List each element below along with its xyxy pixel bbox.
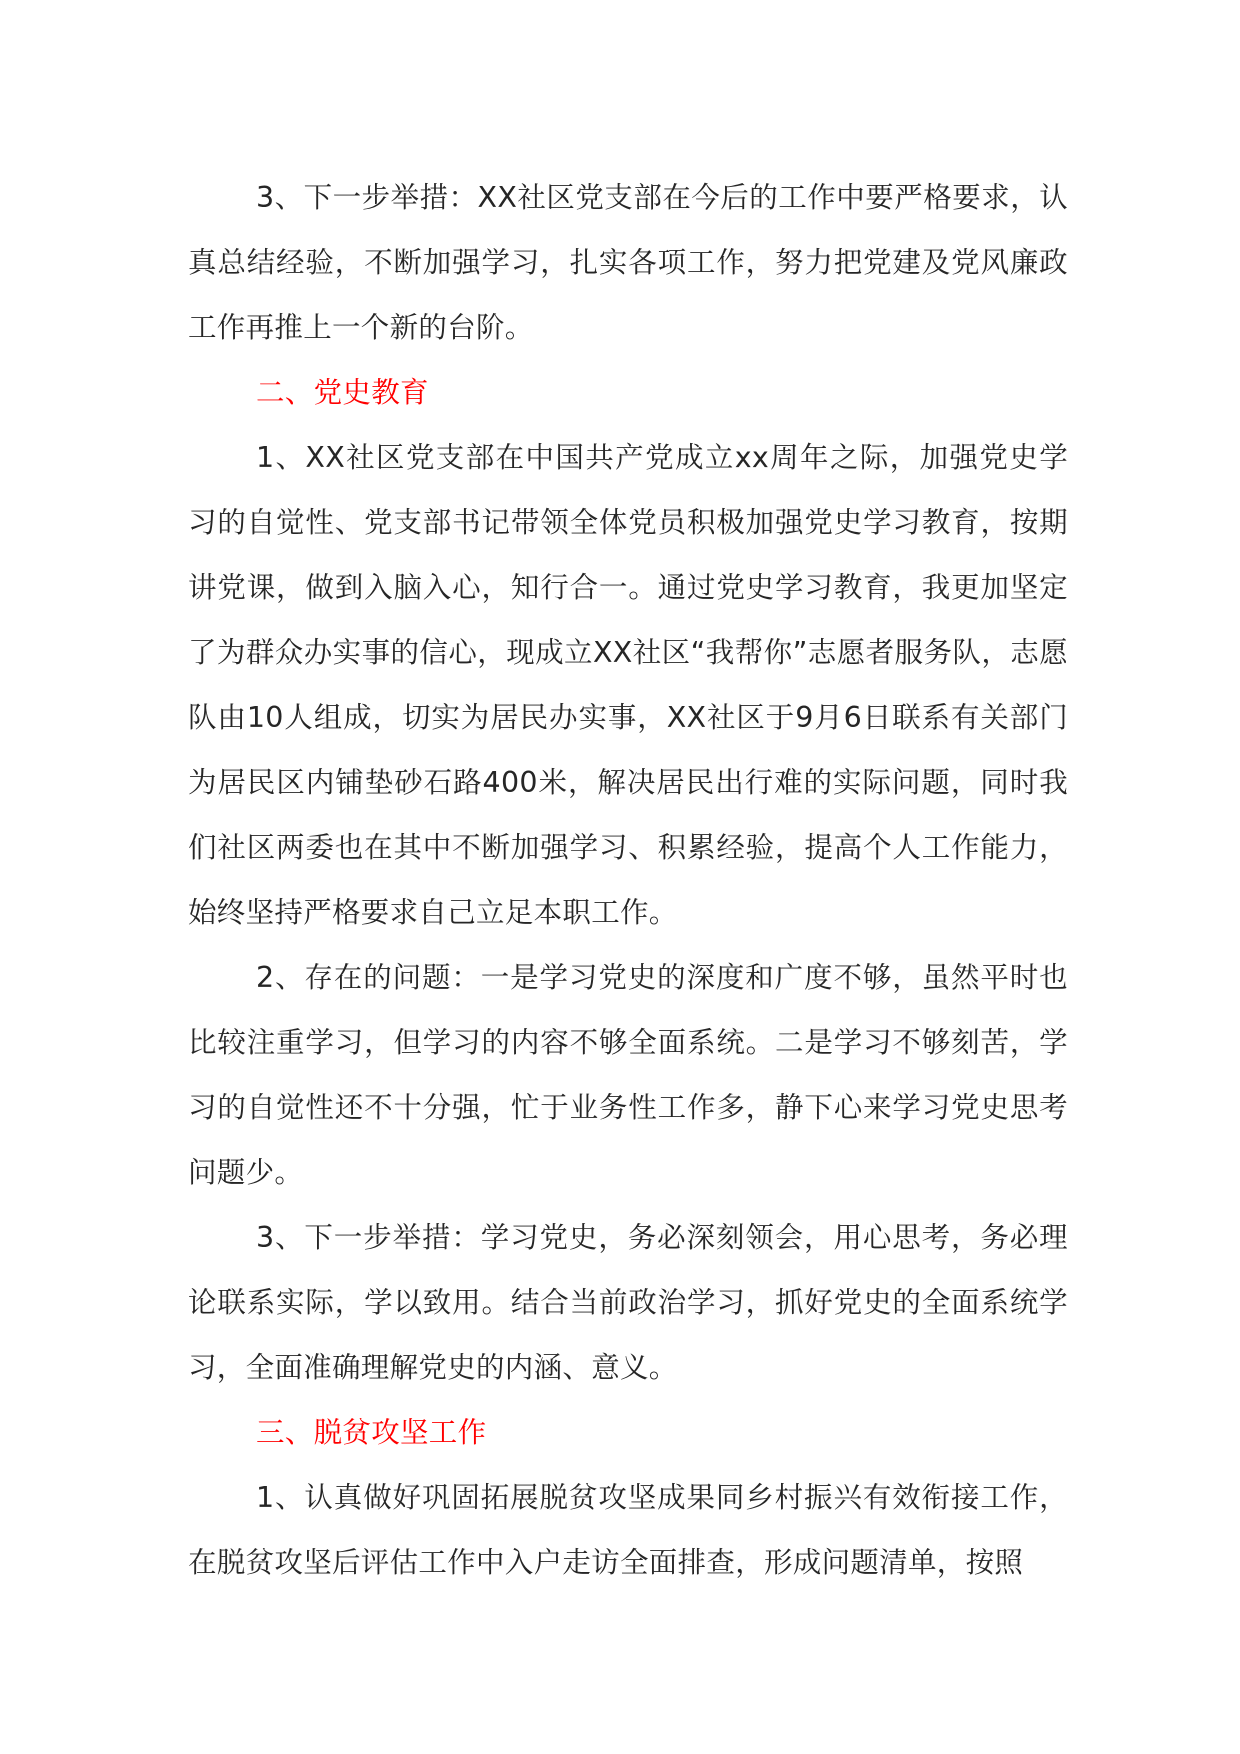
heading-poverty-alleviation: 三、脱贫攻坚工作: [256, 1416, 487, 1449]
document-page: [188, 165, 1068, 1595]
para-party-history-3: 3、下一步举措：学习党史，务必深刻领会，用心思考，务必理论联系实际，学以致用。结合当前政治学习，抓好党史的全面系统学习，全面准确理解党史的内涵、意义。: [188, 1221, 1068, 1384]
heading-party-history-education: 二、党史教育: [256, 376, 429, 409]
para-poverty-alleviation-1: 1、认真做好巩固拓展脱贫攻坚成果同乡村振兴有效衔接工作，在脱贫攻坚后评估工作中入户走访全面排查，形成问题清单，按照: [188, 1481, 1068, 1579]
para-party-history-1: 1、XX社区党支部在中国共产党成立xx周年之际，加强党史学习的自觉性、党支部书记带领全体党员积极加强党史学习教育，按期讲党课，做到入脑入心，知行合一。通过党史学习教育，我更加坚定了为群众办实事的信心，现成立XX社区“我帮你”志愿者服务队，志愿队由10人组成，切实为居民办实事，XX社区于9月6日联系有关部门为居民区内铺垫砂石路400米，解决居民出行难的实际问题，同时我们社区两委也在其中不断加强学习、积累经验，提高个人工作能力，始终坚持严格要求自己立足本职工作。: [188, 441, 1068, 929]
para-party-history-2: 2、存在的问题：一是学习党史的深度和广度不够，虽然平时也比较注重学习，但学习的内容不够全面系统。二是学习不够刻苦，学习的自觉性还不十分强，忙于业务性工作多，静下心来学习党史思考问题少。: [188, 961, 1068, 1189]
para-party-building-next-steps: 3、下一步举措：XX社区党支部在今后的工作中要严格要求，认真总结经验，不断加强学习，扎实各项工作，努力把党建及党风廉政工作再推上一个新的台阶。: [188, 181, 1068, 344]
